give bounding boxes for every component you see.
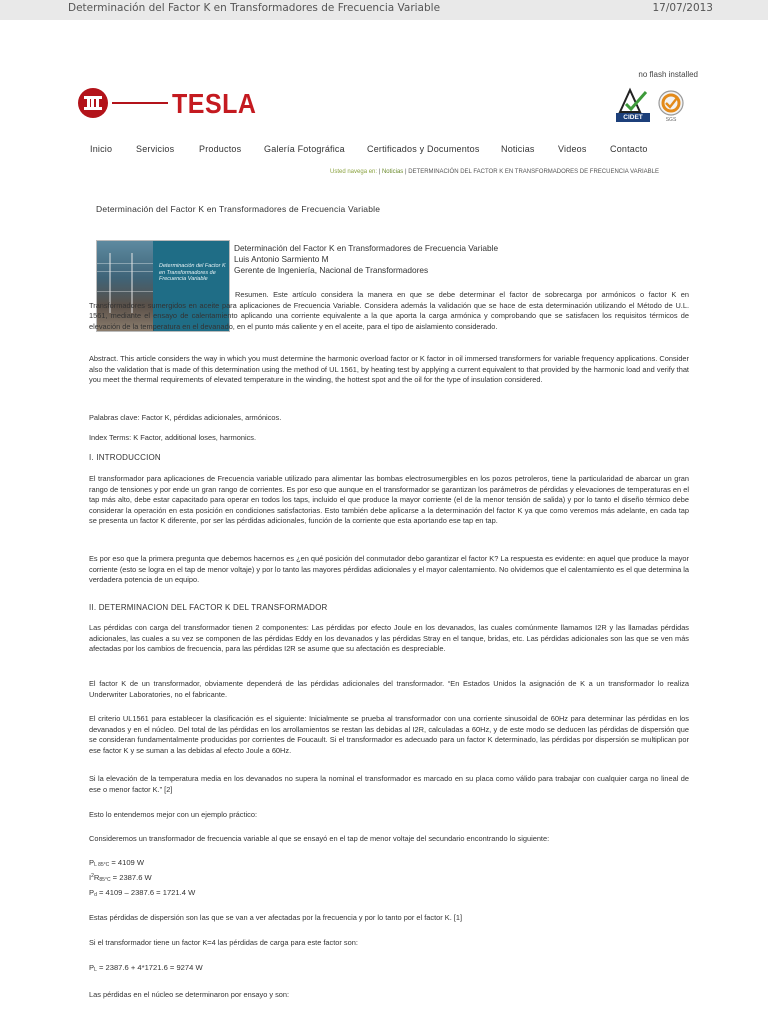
intro-paragraph-1: El transformador para aplicaciones de Frecuencia variable utilizado para alimentar las bombas electrosumergibles en los pozos petroleros, tiene la particularidad de abarcar un gran rango de tensiones y por ende un gran rango de corrientes. Es por eso que aunque en el transformador se garantizan los parámetros de pérdidas y elevaciones de temperaturas en el tap más alto, debe estar capacitado para operar en todos los taps, incluido el que produce la mayor corriente (el de la menor tensión de salida) y por lo tanto el diseño térmico debe considerar la operación en esta posición en condiciones satisfactorias. Esto también debe aplicarse a la determinación del factor K ya que como veremos más adelante, en cada tap se presenta un factor K diferente, por ser las pérdidas adicionales, función de la corriente que esta aportando ese tap en tap. <box>89 474 689 526</box>
flash-placeholder: no flash installed <box>638 70 698 79</box>
formula-pd: $P_d = 4109 - 2387.6 = 1721.4$ W <box>89 888 196 898</box>
det-paragraph-7: Estas pérdidas de dispersión son las que se van a ver afectadas por la frecuencia y por lo tanto por el factor K. [1] <box>89 913 463 922</box>
breadcrumb-link-noticias[interactable]: Noticias <box>381 169 404 175</box>
formula-pl: $P_{L 85^\circ C} = 4109$ W <box>89 858 145 868</box>
nav-item-galeria[interactable]: Galería Fotográfica <box>264 144 345 154</box>
breadcrumb-current: DETERMINACIÓN DEL FACTOR K EN TRANSFORMADORES DE FRECUENCIA VARIABLE <box>408 169 660 175</box>
breadcrumb <box>330 169 659 175</box>
logo-divider <box>112 102 168 104</box>
breadcrumb-separator: | <box>403 169 409 175</box>
sgs-seal-icon <box>654 90 688 118</box>
print-header-date: 17/07/2013 <box>652 2 713 14</box>
cidet-mark-icon <box>616 86 650 114</box>
nav-item-productos[interactable]: Productos <box>199 144 242 154</box>
nav-item-inicio[interactable]: Inicio <box>90 144 113 154</box>
cidet-label: CIDET <box>616 113 650 122</box>
det-paragraph-6: Consideremos un transformador de frecuencia variable al que se ensayó en el tap de menor voltaje del secundario encontrando lo siguiente: <box>89 834 550 843</box>
nav-item-videos[interactable]: Videos <box>558 144 587 154</box>
cover-title: Determinación del Factor K en Transformadores de Frecuencia Variable <box>159 263 226 282</box>
det-paragraph-4: Si la elevación de la temperatura media en los devanados no supera la nominal el transformador es marcado en su placa como válido para trabajar con cualquier carga no lineal de ese o menor factor K.” [2] <box>89 774 689 794</box>
det-paragraph-9: Las pérdidas en el núcleo se determinaron por ensayo y son: <box>89 990 290 999</box>
formula-i2r: $I^2R_{85^\circ C} = 2387.6$ W <box>89 873 152 883</box>
cidet-certification-logo <box>616 86 650 122</box>
tesla-logo[interactable] <box>78 88 278 118</box>
det-paragraph-5: Esto lo entendemos mejor con un ejemplo práctico: <box>89 810 258 819</box>
article-header <box>234 243 498 276</box>
nav-item-contacto[interactable]: Contacto <box>610 144 648 154</box>
sgs-label: SGS <box>665 117 677 123</box>
det-paragraph-1: Las pérdidas con carga del transformador tienen 2 componentes: Las pérdidas por efecto Joule en los devanados, las cuales comúnmente llamamos I2R y las llamadas pérdidas adicionales, las cuales a su vez se componen de las pérdidas Eddy en los devanados y las pérdidas Stray en el tanque, bridas, etc. Las pérdidas adicionales son las que se ven más afectadas por los cambios de frecuencia, para las pérdidas I2R se asume que su afectación es despreciable. <box>89 623 689 654</box>
breadcrumb-separator: | <box>377 169 382 175</box>
logo-emblem-icon <box>78 88 108 118</box>
section-heading-determinacion: II. DETERMINACION DEL FACTOR K DEL TRANSFORMADOR <box>89 603 328 612</box>
logo-text: TESLA <box>172 88 257 120</box>
section-heading-introduccion: I. INTRODUCCION <box>89 453 161 462</box>
det-paragraph-8: Si el transformador tiene un factor K=4 las pérdidas de carga para este factor son: <box>89 938 358 947</box>
print-header-title: Determinación del Factor K en Transformadores de Frecuencia Variable <box>68 2 441 14</box>
sgs-certification-logo <box>654 90 688 124</box>
abstract-paragraph: Abstract. This article considers the way in which you must determine the harmonic overload factor or K factor in oil immersed transformers for variable frequency applications. Consider also the validation that is made of this determination using the method of UL 1561, by heating test by applying a current equivalent to that provided by the harmonic load and verify that you meet the thermal requirements of elevated temperature in the winding, the hottest spot and the oil for the type of insulation considered. <box>89 354 689 385</box>
article-title: Determinación del Factor K en Transformadores de Frecuencia Variable <box>234 243 499 253</box>
page-title: Determinación del Factor K en Transformadores de Frecuencia Variable <box>96 204 381 214</box>
nav-item-servicios[interactable]: Servicios <box>136 144 175 154</box>
article-author-position: Gerente de Ingeniería, Nacional de Transformadores <box>234 265 429 275</box>
keywords-es: Palabras clave: Factor K, pérdidas adicionales, armónicos. <box>89 413 282 422</box>
nav-item-noticias[interactable]: Noticias <box>501 144 535 154</box>
resumen-paragraph: Resumen. Este artículo considera la manera en que se debe determinar el factor de sobrecarga por armónicos o factor K en Transformadores sumergidos en aceite para aplicaciones de Frecuencia Variable. Considera además la validación que se hace de esta determinación utilizando el Método de U.L. 1561, mediante el ensayo de calentamiento aplicando una corriente equivalente a la que aporta la carga armónica y comprobando que se satisfacen los requisitos térmicos de elevación de la temperatura en el devanado, en el punto más caliente y en el aceite, para el tipo de aislamiento considerado. <box>89 290 689 331</box>
print-header <box>0 0 768 20</box>
formula-pl-k4: $P_L = 2387.6 + 4*1721.6 = 9274$ W <box>89 963 203 973</box>
intro-paragraph-2: Es por eso que la primera pregunta que debemos hacernos es ¿en qué posición del conmutador debo garantizar el factor K? La respuesta es evidente: en aquel que produce la mayor corriente (esto se logra en el tap de menor voltaje) y por lo tanto las mayores pérdidas adicionales y el mayor calentamiento. No olvidemos que el calentamiento es el que determina la verdadera potencia de un equipo. <box>89 554 689 585</box>
det-paragraph-2: El factor K de un transformador, obviamente dependerá de las pérdidas adicionales del transformador. “En Estados Unidos la asignación de K a un transformador lo realiza Underwriter Laboratories, no el fabricante. <box>89 679 689 699</box>
keywords-en: Index Terms: K Factor, additional loses, harmonics. <box>89 433 257 442</box>
nav-item-certificados[interactable]: Certificados y Documentos <box>367 144 480 154</box>
breadcrumb-prefix: Usted navega en: <box>330 169 378 175</box>
det-paragraph-3: El criterio UL1561 para establecer la clasificación es el siguiente: Inicialmente se prueba al transformador con una corriente sinusoidal de 60Hz para determinar las pérdidas en los devanados y en el núcleo. Del total de las pérdidas en los arrollamientos se restan las debidas al I2R, calculadas a 60Hz, y de este modo se deducen las pérdidas de dispersión que se consideran fundamentalmente producidas por corrientes de Foucault. Si el transformador es adecuado para un factor K determinado, las pérdidas por dispersión se multiplican por ese factor K y se suman a las debidas al efecto Joule a 60Hz. <box>89 714 689 755</box>
article-author: Luis Antonio Sarmiento M <box>234 254 329 264</box>
